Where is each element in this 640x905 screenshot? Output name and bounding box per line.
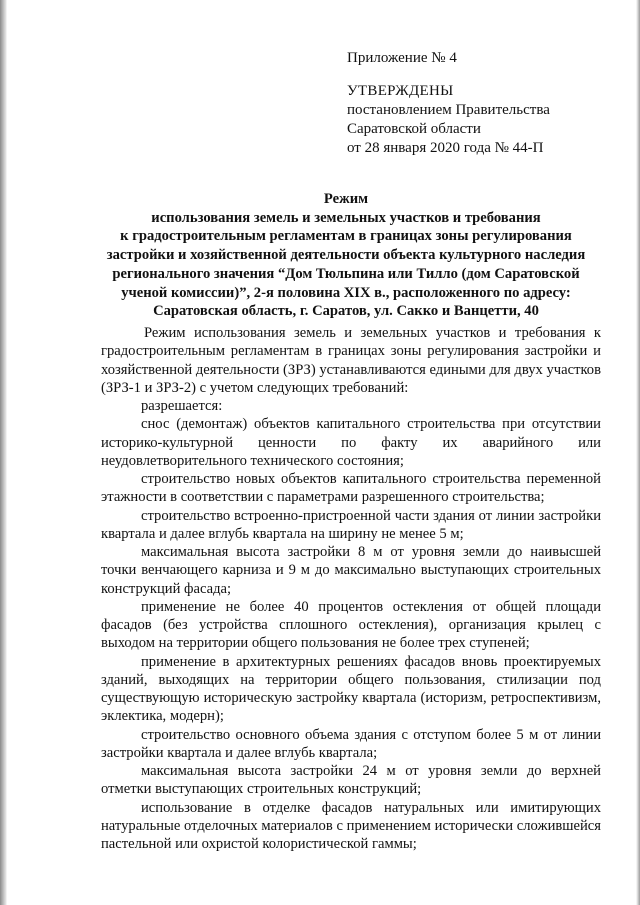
document-body [101, 324, 601, 853]
requirement-item: применение не более 40 процентов остекления от общей площади фасадов (без устройства сплошного остекления), организация крылец с выходом на территории общего пользования не более трех ступеней; [101, 598, 601, 652]
title-line: Режим [323, 191, 369, 207]
title-line: к градостроительным регламентам в границах зоны регулирования [120, 228, 572, 245]
requirement-item: строительство встроенно-пристроенной части здания от линии застройки квартала и далее вглубь квартала на ширину не менее 5 м; [101, 507, 601, 542]
scan-edge-left [0, 0, 7, 905]
requirement-item: строительство новых объектов капитального строительства переменной этажности в соответствии с параметрами разрешенного строительства; [101, 471, 601, 506]
approval-line: Саратовской области [347, 121, 481, 137]
requirement-item: использование в отделке фасадов натуральных или имитирующих натуральные отделочных материалов с применением исторически сложившейся пастельной или охристой колористической гаммы; [101, 799, 601, 852]
intro-paragraph: Режим использования земель и земельных участков и требования к градостроительным регламентам в границах зоны регулирования застройки и хозяйственной деятельности (ЗРЗ) устанавливаются едиными для двух участков (ЗРЗ-1 и ЗРЗ-2) с учетом следующих требований: [101, 325, 601, 396]
requirement-item: максимальная высота застройки 24 м от уровня земли до верхней отметки выступающих строительных конструкций; [101, 763, 601, 798]
title-line: использования земель и земельных участков и требования [151, 209, 541, 226]
approval-stamp [347, 82, 550, 158]
requirement-item: снос (демонтаж) объектов капитального строительства при отсутствии историко-культурной ценности по факту их аварийного или неудовлетворительного технического состояния; [101, 416, 601, 469]
requirement-item: максимальная высота застройки 8 м от уровня земли до наивысшей точки венчающего карниза и 9 м до максимально выступающих строительных конструкций фасада; [101, 544, 601, 597]
title-line: ученой комиссии)”, 2-я половина XIX в., расположенного по адресу: [121, 284, 571, 301]
title-line: Саратовская область, г. Саратов, ул. Сакко и Ванцетти, 40 [153, 303, 539, 320]
allowed-label: разрешается: [141, 398, 223, 414]
requirement-item: строительство основного объема здания с отступом более 5 м от линии застройки квартала и далее вглубь квартала; [101, 726, 601, 761]
approval-line: постановлением Правительства [347, 102, 550, 118]
title-line: застройки и хозяйственной деятельности объекта культурного наследия [106, 247, 586, 264]
document-title [92, 190, 600, 321]
approved-label: УТВЕРЖДЕНЫ [347, 83, 454, 99]
requirement-item: применение в архитектурных решениях фасадов вновь проектируемых зданий, выходящих на территории общего пользования, стилизации под существующую историческую застройку квартала (историзм, ретроспективизм, эклектика, модерн); [101, 653, 601, 725]
scan-edge-right [636, 0, 640, 905]
approval-line: от 28 января 2020 года № 44-П [347, 140, 544, 156]
title-line: регионального значения “Дом Тюльпина или Тилло (дом Саратовской [112, 265, 580, 282]
appendix-number: Приложение № 4 [347, 50, 457, 66]
